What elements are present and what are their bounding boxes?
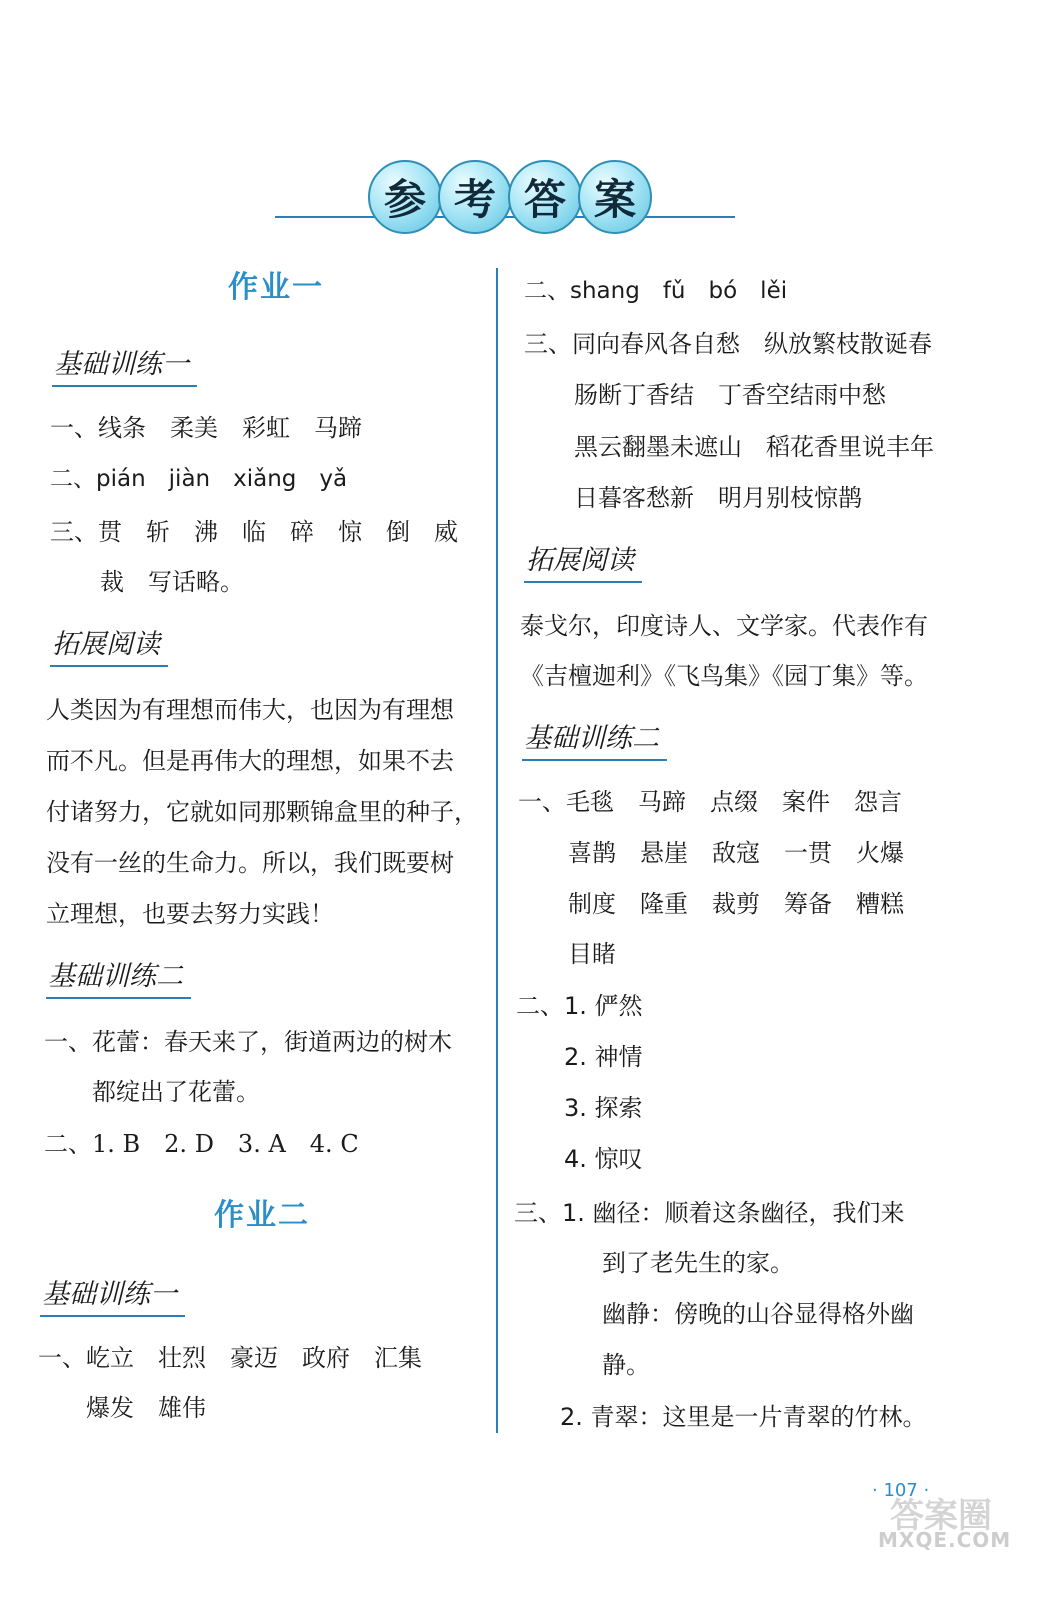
answer-line: 二、1. B 2. D 3. A 4. C: [44, 1130, 359, 1158]
answer-line: 一、毛毯 马蹄 点缀 案件 怨言: [518, 788, 902, 816]
answer-line: 黑云翻墨未遮山 稻花香里说丰年: [574, 433, 934, 461]
answer-line: 2. 青翠：这里是一片青翠的竹林。: [560, 1403, 927, 1431]
answer-line: 二、shang fǔ bó lěi: [524, 278, 788, 304]
reading-line: 而不凡。但是再伟大的理想，如果不去: [46, 747, 454, 775]
basic-training-1-heading: 基础训练一: [40, 1272, 185, 1317]
basic-training-2-heading: 基础训练二: [522, 716, 667, 761]
answer-line: 三、1. 幽径：顺着这条幽径，我们来: [514, 1199, 905, 1227]
answer-line: 二、1. 俨然: [516, 992, 643, 1020]
extended-reading-heading: 拓展阅读: [524, 538, 642, 583]
watermark-logo: [870, 1488, 1050, 1558]
answer-line: 三、贯 斩 沸 临 碎 惊 倒 威: [50, 518, 458, 546]
reading-line: 人类因为有理想而伟大，也因为有理想: [46, 696, 454, 724]
answer-line: 4. 惊叹: [564, 1145, 643, 1173]
reading-line: 泰戈尔，印度诗人、文学家。代表作有: [520, 612, 928, 640]
page-number: · 107 ·: [872, 1480, 930, 1501]
answer-line: 制度 隆重 裁剪 筹备 糟糕: [568, 890, 904, 918]
answer-line: 幽静：傍晚的山谷显得格外幽: [602, 1300, 914, 1328]
watermark-text: 答案圈: [890, 1496, 992, 1536]
basic-training-1-heading: 基础训练一: [52, 342, 197, 387]
answer-line: 2. 神情: [564, 1043, 643, 1071]
answer-line: 一、线条 柔美 彩虹 马蹄: [50, 414, 362, 442]
answer-line: 静。: [602, 1351, 650, 1379]
answer-line: 喜鹊 悬崖 敌寇 一贯 火爆: [568, 839, 904, 867]
answer-line: 3. 探索: [564, 1094, 643, 1122]
answer-line: 到了老先生的家。: [602, 1249, 794, 1277]
answer-line: 一、花蕾：春天来了，街道两边的树木: [44, 1028, 452, 1056]
answer-line: 都绽出了花蕾。: [92, 1078, 260, 1106]
basic-training-2-heading: 基础训练二: [46, 954, 191, 999]
column-divider: [496, 268, 498, 1433]
answer-line: 目睹: [568, 940, 616, 968]
reading-line: 付诸努力，它就如同那颗锦盒里的种子，: [46, 798, 478, 826]
reading-line: 没有一丝的生命力。所以，我们既要树: [46, 849, 454, 877]
answer-line: 裁 写话略。: [100, 568, 244, 596]
answer-line: 二、pián jiàn xiǎng yǎ: [50, 466, 348, 492]
title-char-1: 参: [368, 160, 442, 234]
answer-line: 爆发 雄伟: [86, 1394, 206, 1422]
extended-reading-heading: 拓展阅读: [50, 622, 168, 667]
title-char-3: 答: [508, 160, 582, 234]
title-char-4: 案: [578, 160, 652, 234]
answer-line: 肠断丁香结 丁香空结雨中愁: [574, 381, 886, 409]
reading-line: 《吉檀迦利》《飞鸟集》《园丁集》等。: [520, 662, 928, 690]
homework-1-title: 作业一: [228, 270, 324, 305]
answer-line: 日暮客愁新 明月别枝惊鹊: [574, 484, 862, 512]
answer-line: 三、同向春风各自愁 纵放繁枝散诞春: [524, 330, 932, 358]
watermark-url: MXQE.COM: [878, 1528, 1012, 1552]
title-char-2: 考: [438, 160, 512, 234]
homework-2-title: 作业二: [214, 1198, 310, 1233]
reading-line: 立理想，也要去努力实践！: [46, 900, 334, 928]
answer-line: 一、屹立 壮烈 豪迈 政府 汇集: [38, 1344, 422, 1372]
